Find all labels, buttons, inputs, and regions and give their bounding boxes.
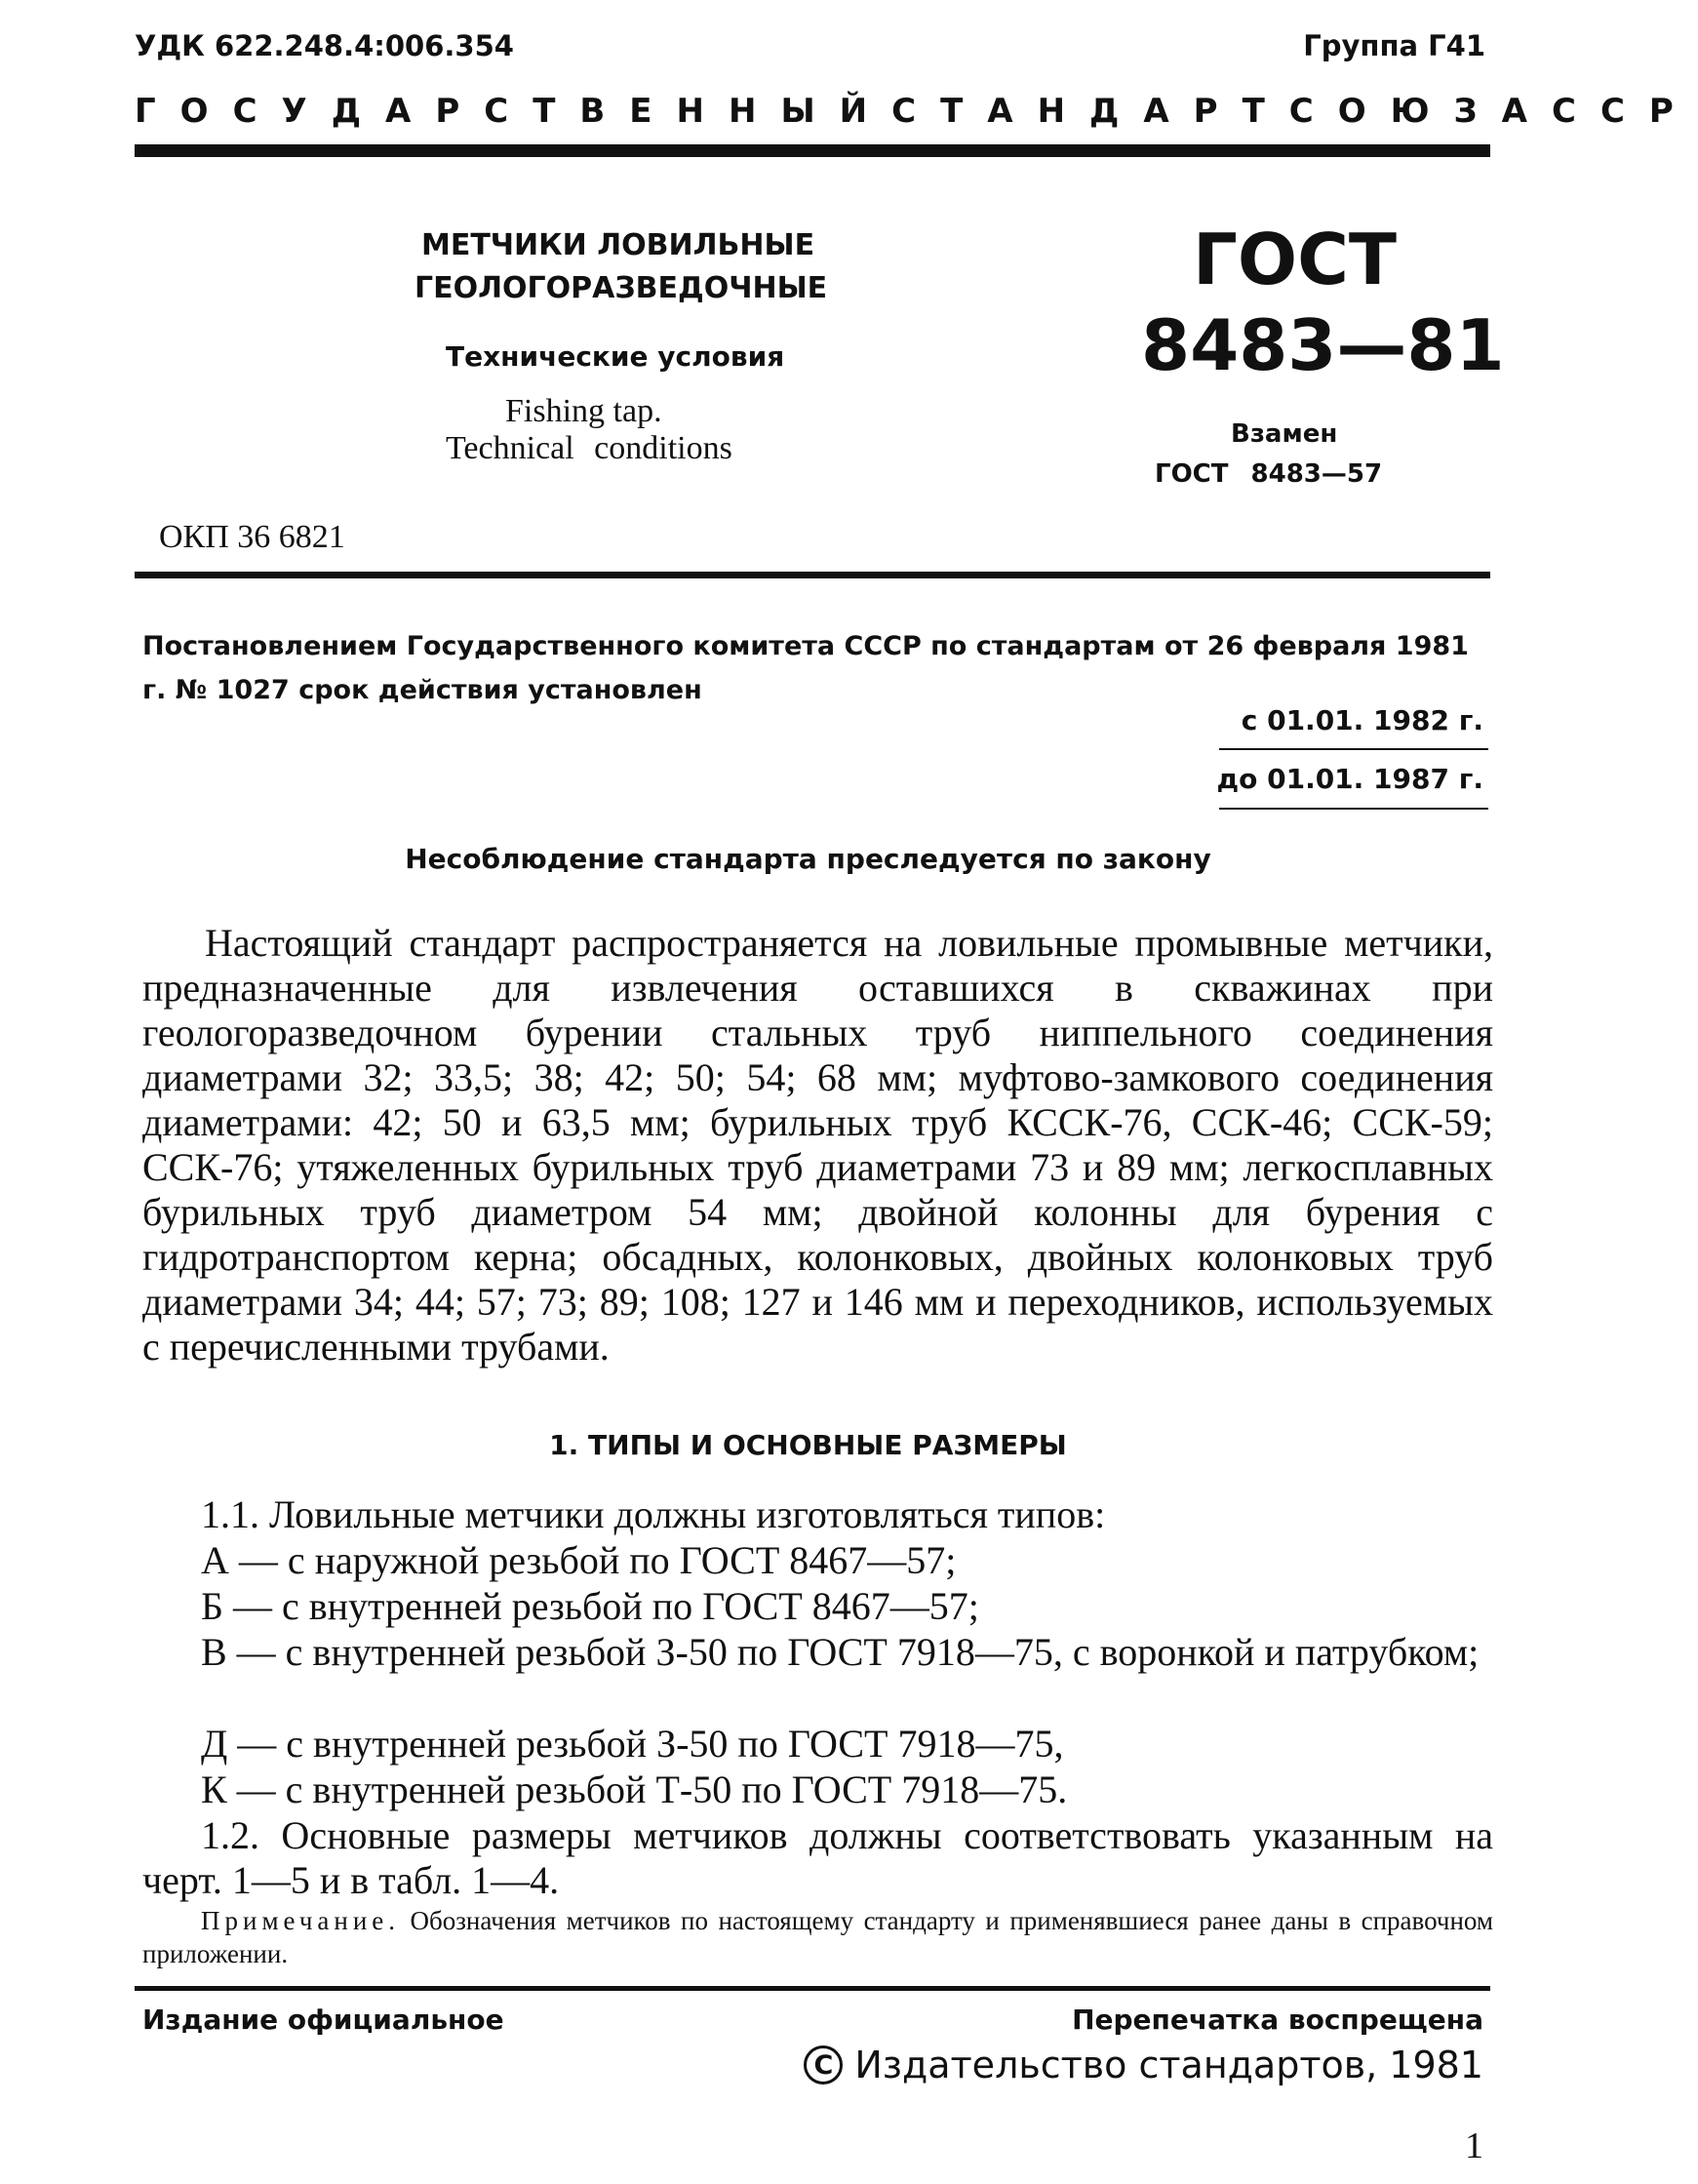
group-code: Группа Г41: [1303, 29, 1485, 62]
replaces-label: Взамен: [1231, 419, 1338, 449]
note: [142, 1904, 1493, 1970]
standard-title-line1: МЕТЧИКИ ЛОВИЛЬНЫЕ: [421, 228, 815, 262]
header-title: [135, 92, 1698, 131]
header-word: СТАНДАРТ: [891, 92, 1289, 131]
valid-to-rule: [1219, 808, 1488, 810]
header-word: ГОСУДАРСТВЕННЫЙ: [135, 92, 892, 131]
valid-from-rule: [1219, 748, 1488, 750]
clause-type-v: В — с внутренней резьбой З-50 по ГОСТ 7918—75, с воронкой и патрубком;: [201, 1630, 1480, 1674]
reprint-notice: Перепечатка воспрещена: [1072, 2004, 1483, 2036]
section-heading: 1. ТИПЫ И ОСНОВНЫЕ РАЗМЕРЫ: [549, 1429, 1067, 1461]
intro-text: Настоящий стандарт распространяется на ловильные промывные метчики, предназначенные для извлечения оставшихся в скважинах при геологоразведочном бурении стальных труб ниппельного соединения диаметрами 32; 33,5; 38; 42; 50; 54; 68 мм; муфтово-замкового соединения диаметрами: 42; 50 и 63,5 мм; бурильных труб КССК-76, ССК-46; ССК-59; ССК-76; утяжеленных бурильных труб диаметрами 73 и 89 мм; легкосплавных бурильных труб диаметром 54 мм; двойной колонны для бурения с гидротранспортом керна; обсадных, колонковых, двойных колонковых труб диаметрами 34; 44; 57; 73; 89; 108; 127 и 146 мм и переходников, используемых с перечисленными трубами.: [142, 921, 1493, 1369]
title-rule: [135, 572, 1490, 578]
okp-code: ОКП 36 6821: [159, 519, 345, 555]
edition-label: Издание официальное: [142, 2004, 504, 2036]
standard-subtitle: Технические условия: [446, 340, 785, 373]
note-label: Примечание.: [201, 1906, 401, 1935]
replaces-number: ГОСТ 8483—57: [1155, 459, 1383, 489]
clause-1-2: 1.2. Основные размеры метчиков должны соответствовать указанным на черт. 1—5 и в табл. 1—4.: [142, 1813, 1493, 1902]
intro-paragraph: [142, 921, 1493, 1370]
english-title-line2: Technical conditions: [446, 430, 732, 466]
clause-type-k: К — с внутренней резьбой Т-50 по ГОСТ 7918—75.: [201, 1767, 1068, 1811]
udk-code: УДК 622.248.4:006.354: [135, 29, 514, 62]
footer-rule: [135, 1986, 1490, 1991]
standard-title-line2: ГЕОЛОГОРАЗВЕДОЧНЫЕ: [415, 271, 828, 305]
copyright-icon: C: [804, 2045, 843, 2085]
publisher: Издательство стандартов, 1981: [854, 2044, 1483, 2086]
valid-to: до 01.01. 1987 г.: [1216, 763, 1483, 795]
header-rule: [135, 144, 1490, 157]
header-word: СОЮЗА: [1288, 92, 1552, 131]
gost-label: ГОСТ: [1193, 218, 1398, 300]
clause-type-a: А — с наружной резьбой по ГОСТ 8467—57;: [201, 1538, 957, 1582]
page-number: 1: [1465, 2125, 1483, 2166]
clause-type-d: Д — с внутренней резьбой З-50 по ГОСТ 7918—75,: [201, 1722, 1064, 1766]
valid-from: с 01.01. 1982 г.: [1241, 704, 1483, 736]
gost-number: 8483—81: [1141, 304, 1505, 386]
english-title-line1: Fishing tap.: [505, 393, 662, 429]
clause-type-b: Б — с внутренней резьбой по ГОСТ 8467—57;: [201, 1584, 979, 1628]
decree-text: Постановлением Государственного комитета СССР по стандартам от 26 февраля 1981 г. № 1027 срок действия установлен: [142, 631, 1469, 705]
copyright: [804, 2044, 1483, 2086]
note-text: Обозначения метчиков по настоящему стандарту и применявшиеся ранее даны в справочном приложении.: [142, 1906, 1493, 1968]
law-notice: Несоблюдение стандарта преследуется по закону: [405, 843, 1211, 875]
clause-1-1: 1.1. Ловильные метчики должны изготовляться типов:: [201, 1492, 1106, 1536]
header-word: ССР: [1552, 92, 1698, 131]
